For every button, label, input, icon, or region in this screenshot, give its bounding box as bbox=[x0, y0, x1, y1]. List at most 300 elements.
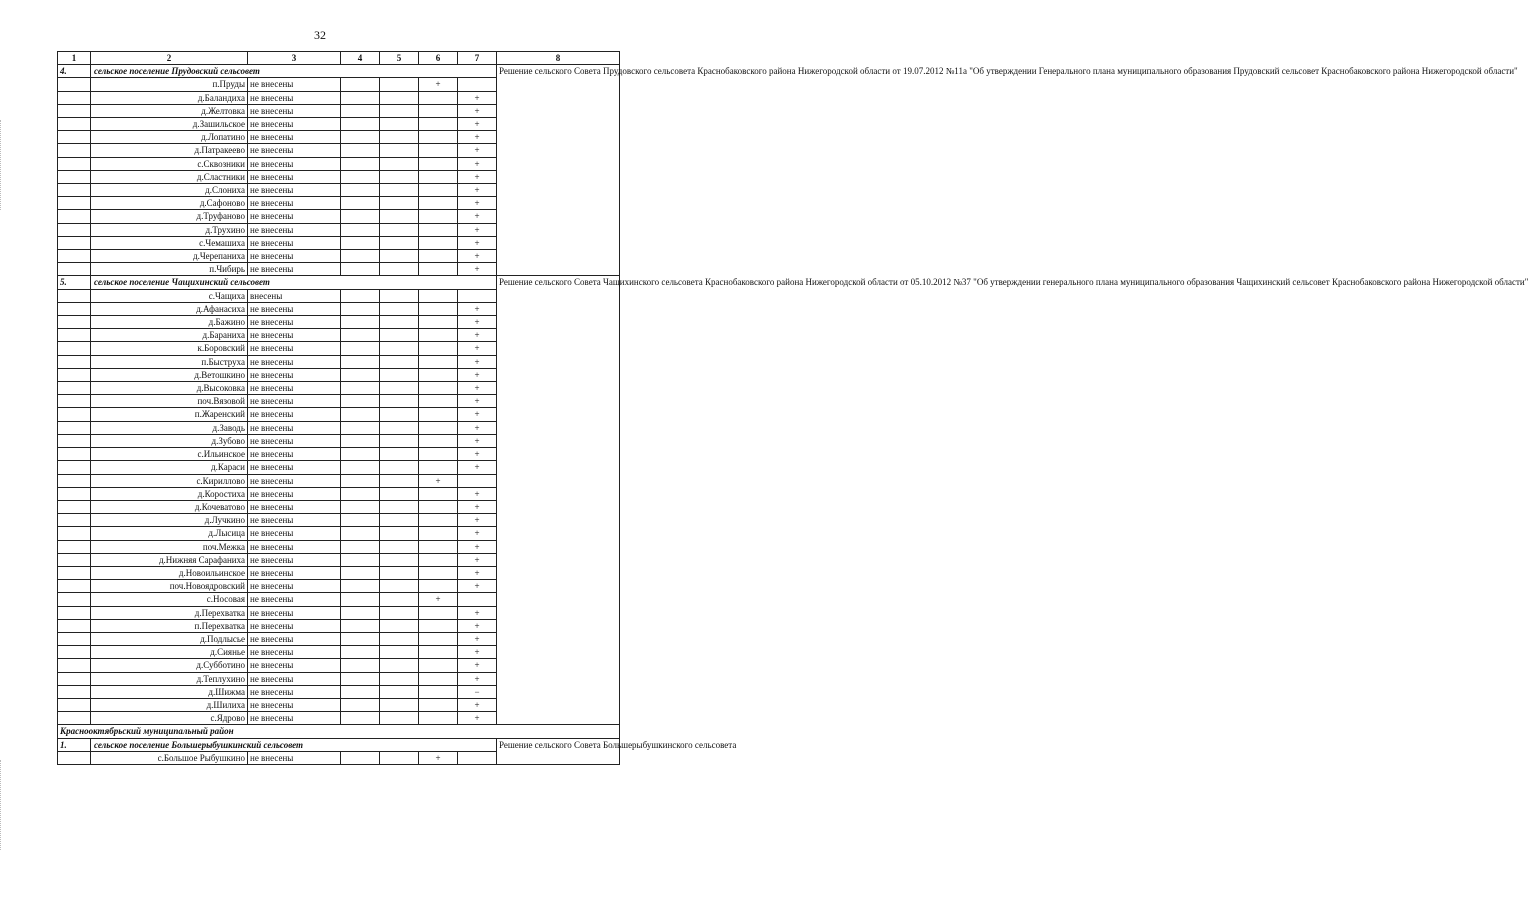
row-number-cell bbox=[58, 170, 91, 183]
settlement-name: с.Сквозники bbox=[91, 157, 248, 170]
mark-cell-6 bbox=[419, 434, 458, 447]
settlement-name: п.Перехватка bbox=[91, 619, 248, 632]
empty-cell bbox=[341, 593, 380, 606]
table-header-row bbox=[58, 52, 620, 65]
section-number: 1. bbox=[58, 738, 91, 751]
section-row bbox=[58, 276, 620, 289]
settlement-name: д.Нижняя Сарафаниха bbox=[91, 553, 248, 566]
settlement-name: поч.Межка bbox=[91, 540, 248, 553]
settlement-name: д.Сафоново bbox=[91, 197, 248, 210]
row-number-cell bbox=[58, 144, 91, 157]
status-cell: не внесены bbox=[248, 698, 341, 711]
status-cell: не внесены bbox=[248, 355, 341, 368]
row-number-cell bbox=[58, 395, 91, 408]
row-number-cell bbox=[58, 421, 91, 434]
status-cell: не внесены bbox=[248, 250, 341, 263]
status-cell: не внесены bbox=[248, 104, 341, 117]
settlement-name: п.Пруды bbox=[91, 78, 248, 91]
status-cell: не внесены bbox=[248, 421, 341, 434]
scan-edge-mark bbox=[0, 120, 7, 210]
status-cell: не внесены bbox=[248, 157, 341, 170]
status-cell: не внесены bbox=[248, 527, 341, 540]
empty-cell bbox=[380, 672, 419, 685]
empty-cell bbox=[341, 448, 380, 461]
empty-cell bbox=[380, 751, 419, 764]
section-row bbox=[58, 738, 620, 751]
mark-cell-6 bbox=[419, 421, 458, 434]
column-header: 5 bbox=[380, 52, 419, 65]
mark-cell-6 bbox=[419, 157, 458, 170]
row-number-cell bbox=[58, 448, 91, 461]
mark-cell-7: + bbox=[458, 698, 497, 711]
empty-cell bbox=[341, 355, 380, 368]
empty-cell bbox=[380, 540, 419, 553]
mark-cell-7: + bbox=[458, 157, 497, 170]
empty-cell bbox=[341, 421, 380, 434]
row-number-cell bbox=[58, 461, 91, 474]
mark-cell-6 bbox=[419, 302, 458, 315]
mark-cell-6: + bbox=[419, 751, 458, 764]
column-header: 4 bbox=[341, 52, 380, 65]
row-number-cell bbox=[58, 474, 91, 487]
mark-cell-6 bbox=[419, 553, 458, 566]
mark-cell-7 bbox=[458, 289, 497, 302]
empty-cell bbox=[380, 698, 419, 711]
settlement-name: п.Быструха bbox=[91, 355, 248, 368]
section-title: сельское поселение Большерыбушкинский сельсовет bbox=[91, 738, 497, 751]
mark-cell-7: + bbox=[458, 368, 497, 381]
empty-cell bbox=[380, 210, 419, 223]
mark-cell-7 bbox=[458, 474, 497, 487]
mark-cell-7: + bbox=[458, 606, 497, 619]
mark-cell-6 bbox=[419, 540, 458, 553]
settlement-name: с.Кириллово bbox=[91, 474, 248, 487]
mark-cell-7: + bbox=[458, 250, 497, 263]
column-header: 3 bbox=[248, 52, 341, 65]
row-number-cell bbox=[58, 197, 91, 210]
mark-cell-7: + bbox=[458, 395, 497, 408]
mark-cell-6 bbox=[419, 448, 458, 461]
empty-cell bbox=[380, 553, 419, 566]
row-number-cell bbox=[58, 157, 91, 170]
status-cell: внесены bbox=[248, 289, 341, 302]
column-header: 1 bbox=[58, 52, 91, 65]
empty-cell bbox=[341, 250, 380, 263]
mark-cell-7: + bbox=[458, 619, 497, 632]
empty-cell bbox=[341, 197, 380, 210]
row-number-cell bbox=[58, 593, 91, 606]
status-cell: не внесены bbox=[248, 514, 341, 527]
row-number-cell bbox=[58, 184, 91, 197]
mark-cell-7: + bbox=[458, 553, 497, 566]
empty-cell bbox=[341, 395, 380, 408]
mark-cell-7: + bbox=[458, 118, 497, 131]
settlement-name: с.Ильинское bbox=[91, 448, 248, 461]
mark-cell-7: + bbox=[458, 184, 497, 197]
mark-cell-7: + bbox=[458, 170, 497, 183]
mark-cell-6 bbox=[419, 316, 458, 329]
status-cell: не внесены bbox=[248, 580, 341, 593]
empty-cell bbox=[380, 527, 419, 540]
row-number-cell bbox=[58, 223, 91, 236]
mark-cell-6 bbox=[419, 236, 458, 249]
empty-cell bbox=[380, 619, 419, 632]
empty-cell bbox=[380, 368, 419, 381]
mark-cell-6 bbox=[419, 91, 458, 104]
empty-cell bbox=[341, 382, 380, 395]
mark-cell-7: + bbox=[458, 210, 497, 223]
mark-cell-7: + bbox=[458, 223, 497, 236]
empty-cell bbox=[380, 382, 419, 395]
settlement-name: п.Чибирь bbox=[91, 263, 248, 276]
mark-cell-6 bbox=[419, 712, 458, 725]
mark-cell-6 bbox=[419, 514, 458, 527]
status-cell: не внесены bbox=[248, 487, 341, 500]
empty-cell bbox=[341, 104, 380, 117]
empty-cell bbox=[380, 184, 419, 197]
status-cell: не внесены bbox=[248, 474, 341, 487]
status-cell: не внесены bbox=[248, 236, 341, 249]
mark-cell-7: + bbox=[458, 342, 497, 355]
mark-cell-7: + bbox=[458, 487, 497, 500]
mark-cell-7: + bbox=[458, 712, 497, 725]
settlement-name: д.Заводь bbox=[91, 421, 248, 434]
empty-cell bbox=[380, 316, 419, 329]
empty-cell bbox=[380, 170, 419, 183]
empty-cell bbox=[341, 316, 380, 329]
mark-cell-7: + bbox=[458, 355, 497, 368]
settlement-name: д.Теплухино bbox=[91, 672, 248, 685]
mark-cell-7: + bbox=[458, 659, 497, 672]
column-header: 7 bbox=[458, 52, 497, 65]
row-number-cell bbox=[58, 751, 91, 764]
mark-cell-7: + bbox=[458, 514, 497, 527]
row-number-cell bbox=[58, 368, 91, 381]
scan-edge-mark bbox=[0, 760, 7, 850]
mark-cell-6 bbox=[419, 329, 458, 342]
settlement-name: д.Бажино bbox=[91, 316, 248, 329]
section-title: сельское поселение Чащихинский сельсовет bbox=[91, 276, 497, 289]
mark-cell-6 bbox=[419, 170, 458, 183]
empty-cell bbox=[341, 606, 380, 619]
settlement-name: к.Боровский bbox=[91, 342, 248, 355]
empty-cell bbox=[341, 632, 380, 645]
empty-cell bbox=[341, 170, 380, 183]
empty-cell bbox=[380, 329, 419, 342]
empty-cell bbox=[380, 78, 419, 91]
settlement-name: с.Носовая bbox=[91, 593, 248, 606]
status-cell: не внесены bbox=[248, 434, 341, 447]
mark-cell-7: + bbox=[458, 144, 497, 157]
empty-cell bbox=[341, 184, 380, 197]
empty-cell bbox=[380, 685, 419, 698]
empty-cell bbox=[380, 646, 419, 659]
mark-cell-7: + bbox=[458, 672, 497, 685]
empty-cell bbox=[380, 223, 419, 236]
status-cell: не внесены bbox=[248, 144, 341, 157]
decision-note: Решение сельского Совета Чащихинского сельсовета Краснобаковского района Нижегородской области от 05.10.2012 №37 "Об утверждении генерального плана муниципального образования Чащихинский сельсовет Краснобаковского района Нижегородской области" bbox=[497, 276, 620, 725]
mark-cell-7 bbox=[458, 593, 497, 606]
empty-cell bbox=[341, 289, 380, 302]
empty-cell bbox=[380, 593, 419, 606]
empty-cell bbox=[341, 500, 380, 513]
mark-cell-6 bbox=[419, 646, 458, 659]
status-cell: не внесены bbox=[248, 342, 341, 355]
status-cell: не внесены bbox=[248, 672, 341, 685]
row-number-cell bbox=[58, 659, 91, 672]
status-cell: не внесены bbox=[248, 302, 341, 315]
empty-cell bbox=[341, 342, 380, 355]
empty-cell bbox=[341, 553, 380, 566]
settlement-name: с.Большое Рыбушкино bbox=[91, 751, 248, 764]
settlement-name: д.Караси bbox=[91, 461, 248, 474]
empty-cell bbox=[380, 118, 419, 131]
empty-cell bbox=[341, 672, 380, 685]
settlement-name: д.Высоковка bbox=[91, 382, 248, 395]
empty-cell bbox=[380, 197, 419, 210]
settlement-name: с.Чемашиха bbox=[91, 236, 248, 249]
mark-cell-7: − bbox=[458, 685, 497, 698]
empty-cell bbox=[380, 91, 419, 104]
empty-cell bbox=[380, 712, 419, 725]
settlement-name: д.Труфаново bbox=[91, 210, 248, 223]
row-number-cell bbox=[58, 302, 91, 315]
status-cell: не внесены bbox=[248, 461, 341, 474]
status-cell: не внесены bbox=[248, 553, 341, 566]
mark-cell-6 bbox=[419, 685, 458, 698]
mark-cell-7: + bbox=[458, 461, 497, 474]
status-cell: не внесены bbox=[248, 118, 341, 131]
mark-cell-7: + bbox=[458, 527, 497, 540]
row-number-cell bbox=[58, 553, 91, 566]
settlement-name: д.Лучкино bbox=[91, 514, 248, 527]
status-cell: не внесены bbox=[248, 395, 341, 408]
status-cell: не внесены bbox=[248, 170, 341, 183]
status-cell: не внесены bbox=[248, 751, 341, 764]
empty-cell bbox=[380, 302, 419, 315]
mark-cell-6 bbox=[419, 144, 458, 157]
empty-cell bbox=[341, 540, 380, 553]
status-cell: не внесены bbox=[248, 540, 341, 553]
settlement-name: д.Ветошкино bbox=[91, 368, 248, 381]
mark-cell-7: + bbox=[458, 408, 497, 421]
mark-cell-7: + bbox=[458, 421, 497, 434]
row-number-cell bbox=[58, 698, 91, 711]
row-number-cell bbox=[58, 527, 91, 540]
mark-cell-7: + bbox=[458, 329, 497, 342]
mark-cell-7: + bbox=[458, 236, 497, 249]
mark-cell-7: + bbox=[458, 500, 497, 513]
settlement-name: д.Слониха bbox=[91, 184, 248, 197]
empty-cell bbox=[380, 289, 419, 302]
settlement-name: д.Шижма bbox=[91, 685, 248, 698]
empty-cell bbox=[380, 395, 419, 408]
mark-cell-6 bbox=[419, 263, 458, 276]
settlement-name: с.Ядрово bbox=[91, 712, 248, 725]
status-cell: не внесены bbox=[248, 197, 341, 210]
status-cell: не внесены bbox=[248, 566, 341, 579]
mark-cell-7: + bbox=[458, 566, 497, 579]
empty-cell bbox=[380, 659, 419, 672]
row-number-cell bbox=[58, 78, 91, 91]
settlement-name: д.Патракеево bbox=[91, 144, 248, 157]
settlement-name: д.Лысица bbox=[91, 527, 248, 540]
settlement-name: д.Бараниха bbox=[91, 329, 248, 342]
empty-cell bbox=[341, 131, 380, 144]
settlement-name: д.Субботино bbox=[91, 659, 248, 672]
mark-cell-6 bbox=[419, 289, 458, 302]
status-cell: не внесены bbox=[248, 184, 341, 197]
mark-cell-6: + bbox=[419, 78, 458, 91]
region-title: Краснооктябрьский муниципальный район bbox=[58, 725, 620, 738]
empty-cell bbox=[341, 685, 380, 698]
mark-cell-6: + bbox=[419, 474, 458, 487]
row-number-cell bbox=[58, 540, 91, 553]
row-number-cell bbox=[58, 514, 91, 527]
column-header: 2 bbox=[91, 52, 248, 65]
empty-cell bbox=[380, 434, 419, 447]
status-cell: не внесены bbox=[248, 408, 341, 421]
row-number-cell bbox=[58, 289, 91, 302]
settlement-name: д.Шилиха bbox=[91, 698, 248, 711]
region-row bbox=[58, 725, 620, 738]
empty-cell bbox=[341, 118, 380, 131]
empty-cell bbox=[341, 646, 380, 659]
settlements-table bbox=[57, 51, 1528, 765]
mark-cell-6 bbox=[419, 197, 458, 210]
settlement-name: д.Баландиха bbox=[91, 91, 248, 104]
settlement-name: д.Зашильское bbox=[91, 118, 248, 131]
mark-cell-6 bbox=[419, 342, 458, 355]
empty-cell bbox=[341, 659, 380, 672]
mark-cell-6: + bbox=[419, 593, 458, 606]
row-number-cell bbox=[58, 408, 91, 421]
empty-cell bbox=[341, 368, 380, 381]
mark-cell-7 bbox=[458, 751, 497, 764]
settlement-name: д.Афанасиха bbox=[91, 302, 248, 315]
empty-cell bbox=[380, 461, 419, 474]
mark-cell-6 bbox=[419, 104, 458, 117]
status-cell: не внесены bbox=[248, 448, 341, 461]
row-number-cell bbox=[58, 236, 91, 249]
empty-cell bbox=[380, 566, 419, 579]
row-number-cell bbox=[58, 580, 91, 593]
status-cell: не внесены bbox=[248, 368, 341, 381]
empty-cell bbox=[380, 250, 419, 263]
mark-cell-6 bbox=[419, 566, 458, 579]
mark-cell-7 bbox=[458, 78, 497, 91]
status-cell: не внесены bbox=[248, 263, 341, 276]
mark-cell-6 bbox=[419, 395, 458, 408]
decision-note: Решение сельского Совета Большерыбушкинского сельсовета bbox=[497, 738, 620, 764]
row-number-cell bbox=[58, 355, 91, 368]
empty-cell bbox=[341, 751, 380, 764]
empty-cell bbox=[341, 514, 380, 527]
mark-cell-6 bbox=[419, 698, 458, 711]
empty-cell bbox=[380, 580, 419, 593]
row-number-cell bbox=[58, 685, 91, 698]
empty-cell bbox=[341, 157, 380, 170]
status-cell: не внесены bbox=[248, 500, 341, 513]
empty-cell bbox=[380, 632, 419, 645]
mark-cell-6 bbox=[419, 250, 458, 263]
row-number-cell bbox=[58, 316, 91, 329]
empty-cell bbox=[341, 474, 380, 487]
status-cell: не внесены bbox=[248, 210, 341, 223]
mark-cell-6 bbox=[419, 223, 458, 236]
mark-cell-7: + bbox=[458, 580, 497, 593]
settlement-name: с.Чащиха bbox=[91, 289, 248, 302]
row-number-cell bbox=[58, 104, 91, 117]
settlement-name: поч.Новоядровский bbox=[91, 580, 248, 593]
status-cell: не внесены bbox=[248, 712, 341, 725]
status-cell: не внесены bbox=[248, 316, 341, 329]
settlement-name: д.Трухино bbox=[91, 223, 248, 236]
empty-cell bbox=[380, 144, 419, 157]
empty-cell bbox=[380, 421, 419, 434]
page-number: 32 bbox=[314, 28, 326, 42]
empty-cell bbox=[341, 236, 380, 249]
empty-cell bbox=[380, 355, 419, 368]
row-number-cell bbox=[58, 210, 91, 223]
mark-cell-6 bbox=[419, 619, 458, 632]
mark-cell-7: + bbox=[458, 382, 497, 395]
mark-cell-6 bbox=[419, 131, 458, 144]
mark-cell-7: + bbox=[458, 434, 497, 447]
mark-cell-7: + bbox=[458, 263, 497, 276]
row-number-cell bbox=[58, 342, 91, 355]
row-number-cell bbox=[58, 672, 91, 685]
status-cell: не внесены bbox=[248, 382, 341, 395]
empty-cell bbox=[380, 448, 419, 461]
settlement-name: д.Кочеватово bbox=[91, 500, 248, 513]
empty-cell bbox=[341, 487, 380, 500]
status-cell: не внесены bbox=[248, 606, 341, 619]
mark-cell-6 bbox=[419, 382, 458, 395]
row-number-cell bbox=[58, 91, 91, 104]
empty-cell bbox=[380, 236, 419, 249]
status-cell: не внесены bbox=[248, 646, 341, 659]
empty-cell bbox=[341, 210, 380, 223]
row-number-cell bbox=[58, 632, 91, 645]
mark-cell-7: + bbox=[458, 540, 497, 553]
column-header: 8 bbox=[497, 52, 620, 65]
mark-cell-6 bbox=[419, 118, 458, 131]
row-number-cell bbox=[58, 566, 91, 579]
empty-cell bbox=[341, 619, 380, 632]
mark-cell-7: + bbox=[458, 131, 497, 144]
mark-cell-7: + bbox=[458, 91, 497, 104]
column-header: 6 bbox=[419, 52, 458, 65]
row-number-cell bbox=[58, 382, 91, 395]
status-cell: не внесены bbox=[248, 91, 341, 104]
status-cell: не внесены bbox=[248, 619, 341, 632]
empty-cell bbox=[341, 698, 380, 711]
settlement-name: д.Желтовка bbox=[91, 104, 248, 117]
empty-cell bbox=[341, 302, 380, 315]
status-cell: не внесены bbox=[248, 223, 341, 236]
empty-cell bbox=[341, 580, 380, 593]
row-number-cell bbox=[58, 118, 91, 131]
mark-cell-7: + bbox=[458, 197, 497, 210]
row-number-cell bbox=[58, 646, 91, 659]
mark-cell-7: + bbox=[458, 104, 497, 117]
section-number: 4. bbox=[58, 65, 91, 78]
mark-cell-6 bbox=[419, 368, 458, 381]
row-number-cell bbox=[58, 329, 91, 342]
empty-cell bbox=[380, 131, 419, 144]
row-number-cell bbox=[58, 500, 91, 513]
